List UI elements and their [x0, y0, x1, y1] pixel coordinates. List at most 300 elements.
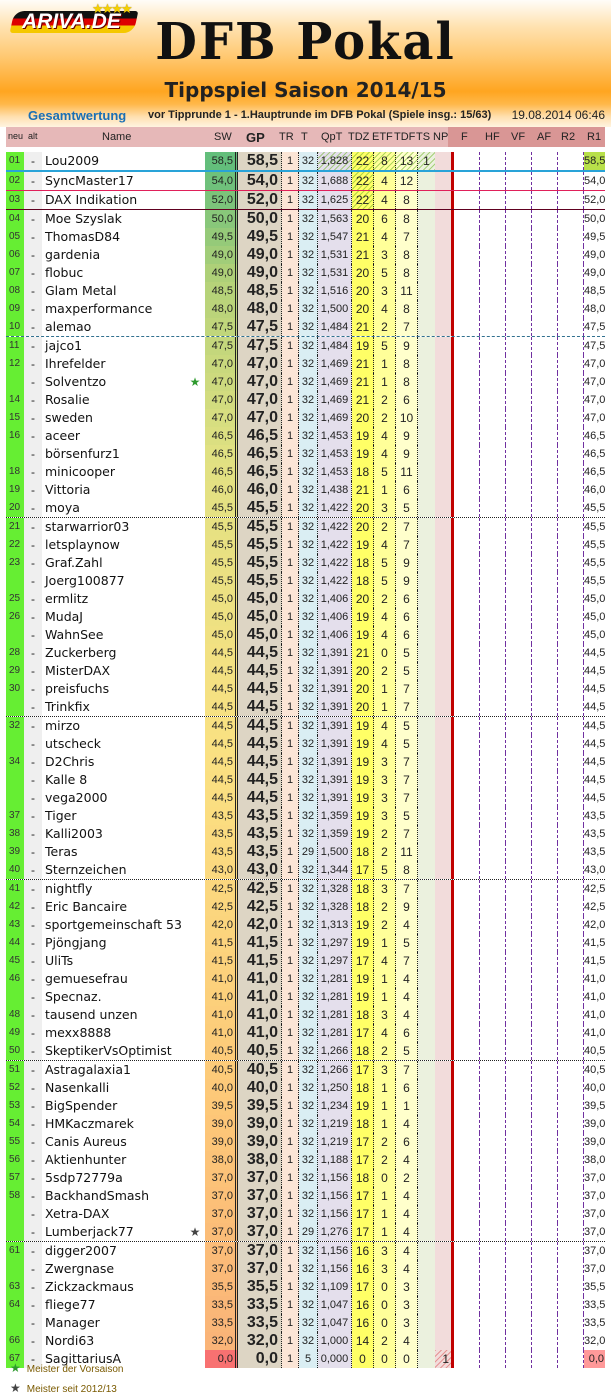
- cell-alt: -: [24, 355, 42, 373]
- cell-gp: 37,0: [238, 1205, 282, 1223]
- cell-neu: 43: [6, 916, 24, 934]
- cell-sw: 45,5: [205, 536, 238, 554]
- cell-alt: -: [24, 1079, 42, 1097]
- cell-etf: 4: [374, 191, 396, 209]
- cell-tdf: 5: [396, 735, 418, 753]
- cell-af: [532, 409, 558, 427]
- cell-gp: 46,0: [238, 481, 282, 499]
- cell-neu: 50: [6, 1042, 24, 1060]
- col-f: F: [461, 131, 468, 143]
- cell-hf: [480, 391, 506, 409]
- cell-name: Astragalaxia1: [45, 1062, 131, 1077]
- table-row: [6, 970, 605, 988]
- cell-sw: 46,0: [205, 481, 238, 499]
- cell-alt: -: [24, 152, 42, 170]
- table-row: [6, 735, 605, 753]
- cell-etf: 5: [374, 572, 396, 590]
- star-slot: [188, 152, 202, 170]
- cell-neu: 67: [6, 1350, 24, 1368]
- cell-af: [532, 499, 558, 517]
- cell-gp: 50,0: [238, 210, 282, 228]
- cell-tdz: 20: [352, 662, 374, 680]
- cell-tdz: 21: [352, 246, 374, 264]
- cell-tdz: 17: [352, 952, 374, 970]
- cell-tdf: 7: [396, 771, 418, 789]
- cell-np: [435, 1296, 454, 1314]
- cell-gp: 33,5: [238, 1314, 282, 1332]
- cell-r2: [558, 735, 584, 753]
- cell-name: letsplaynow: [45, 537, 120, 552]
- cell-hf: [480, 771, 506, 789]
- cell-neu: 30: [6, 680, 24, 698]
- cell-t: 32: [299, 210, 318, 228]
- page-title: DFB Pokal: [155, 12, 456, 72]
- cell-f: [454, 880, 480, 898]
- cell-np: [435, 391, 454, 409]
- cell-hf: [480, 1133, 506, 1151]
- cell-gp: 42,5: [238, 898, 282, 916]
- star-slot: [188, 698, 202, 716]
- cell-alt: -: [24, 735, 42, 753]
- cell-alt: -: [24, 861, 42, 879]
- cell-sw: 38,0: [205, 1151, 238, 1169]
- cell-r2: [558, 771, 584, 789]
- cell-r2: [558, 1151, 584, 1169]
- cell-alt: -: [24, 172, 42, 190]
- cell-etf: 1: [374, 373, 396, 391]
- table-row: [6, 590, 605, 608]
- cell-name: Pjöngjang: [45, 935, 107, 950]
- cell-neu: 53: [6, 1097, 24, 1115]
- cell-gp: 48,5: [238, 282, 282, 300]
- cell-neu: 21: [6, 518, 24, 536]
- cell-tr: 1: [282, 264, 299, 282]
- cell-f: [454, 1097, 480, 1115]
- cell-etf: 1: [374, 1223, 396, 1241]
- cell-alt: -: [24, 1097, 42, 1115]
- cell-f: [454, 843, 480, 861]
- cell-r1: 45,0: [584, 611, 606, 623]
- cell-vf: [506, 152, 532, 170]
- cell-tr: 1: [282, 409, 299, 427]
- cell-sw: 42,0: [205, 916, 238, 934]
- cell-etf: 3: [374, 1006, 396, 1024]
- cell-sw: 44,5: [205, 662, 238, 680]
- cell-t: 32: [299, 898, 318, 916]
- cell-f: [454, 825, 480, 843]
- cell-np: [435, 807, 454, 825]
- cell-tr: 1: [282, 698, 299, 716]
- cell-f: [454, 590, 480, 608]
- cell-neu: 54: [6, 1115, 24, 1133]
- cell-t: 32: [299, 246, 318, 264]
- cell-r2: [558, 427, 584, 445]
- cell-tr: 1: [282, 988, 299, 1006]
- cell-tdz: 16: [352, 1314, 374, 1332]
- star-slot: [188, 1133, 202, 1151]
- cell-af: [532, 1314, 558, 1332]
- cell-alt: -: [24, 481, 42, 499]
- cell-r1: 44,5: [584, 738, 606, 750]
- cell-r1: 43,5: [584, 828, 606, 840]
- cell-alt: -: [24, 445, 42, 463]
- cell-sw: 48,5: [205, 282, 238, 300]
- cell-name: aceer: [45, 428, 81, 443]
- cell-vf: [506, 916, 532, 934]
- cell-t: 32: [299, 172, 318, 190]
- cell-r1: 33,5: [584, 1317, 606, 1329]
- cell-gp: 44,5: [238, 680, 282, 698]
- cell-hf: [480, 825, 506, 843]
- cell-vf: [506, 1042, 532, 1060]
- cell-af: [532, 536, 558, 554]
- cell-ts: [418, 608, 435, 626]
- cell-gp: 32,0: [238, 1332, 282, 1350]
- cell-gp: 46,5: [238, 427, 282, 445]
- cell-neu: 63: [6, 1278, 24, 1296]
- cell-r2: [558, 988, 584, 1006]
- cell-r1: 46,5: [584, 448, 606, 460]
- cell-t: 32: [299, 373, 318, 391]
- cell-r2: [558, 228, 584, 246]
- cell-neu: 46: [6, 970, 24, 988]
- cell-neu: [6, 572, 24, 590]
- table-row: [6, 807, 605, 825]
- cell-etf: 4: [374, 1024, 396, 1042]
- cell-name: sportgemeinschaft 53: [45, 917, 182, 932]
- cell-t: 32: [299, 807, 318, 825]
- cell-np: [435, 152, 454, 170]
- cell-np: [435, 753, 454, 771]
- cell-qpt: 1,500: [318, 843, 352, 861]
- cell-f: [454, 1169, 480, 1187]
- star-slot: [188, 427, 202, 445]
- cell-alt: -: [24, 753, 42, 771]
- cell-qpt: 1,156: [318, 1205, 352, 1223]
- cell-af: [532, 898, 558, 916]
- cell-alt: -: [24, 282, 42, 300]
- cell-tdz: 19: [352, 427, 374, 445]
- cell-f: [454, 898, 480, 916]
- cell-np: [435, 1314, 454, 1332]
- cell-alt: -: [24, 300, 42, 318]
- cell-f: [454, 807, 480, 825]
- cell-t: 32: [299, 698, 318, 716]
- cell-np: [435, 1223, 454, 1241]
- cell-hf: [480, 1350, 506, 1368]
- cell-tdz: 16: [352, 1296, 374, 1314]
- cell-tdz: 18: [352, 1169, 374, 1187]
- cell-tdz: 19: [352, 536, 374, 554]
- cell-gp: 43,0: [238, 861, 282, 879]
- cell-name: alemao: [45, 319, 92, 334]
- cell-qpt: 1,391: [318, 717, 352, 735]
- cell-qpt: 1,344: [318, 861, 352, 879]
- cell-tdz: 21: [352, 644, 374, 662]
- cell-tdf: 9: [396, 445, 418, 463]
- cell-tdf: 11: [396, 282, 418, 300]
- cell-name: digger2007: [45, 1243, 117, 1258]
- cell-etf: 1: [374, 1115, 396, 1133]
- cell-tdf: 4: [396, 1115, 418, 1133]
- cell-r1: 46,5: [584, 466, 606, 478]
- cell-name: mexx8888: [45, 1025, 112, 1040]
- cell-alt: -: [24, 409, 42, 427]
- cell-tdf: 8: [396, 355, 418, 373]
- cell-name: flobuc: [45, 265, 84, 280]
- cell-alt: -: [24, 1187, 42, 1205]
- cell-vf: [506, 1097, 532, 1115]
- cell-sw: 52,0: [205, 191, 238, 209]
- cell-neu: 06: [6, 246, 24, 264]
- star-slot: [188, 481, 202, 499]
- cell-r2: [558, 843, 584, 861]
- cell-tdf: 6: [396, 626, 418, 644]
- table-row: [6, 264, 605, 282]
- star-slot: [188, 1115, 202, 1133]
- cell-f: [454, 210, 480, 228]
- star-slot: [188, 1260, 202, 1278]
- cell-r2: [558, 210, 584, 228]
- cell-f: [454, 1079, 480, 1097]
- cell-af: [532, 590, 558, 608]
- cell-tdf: 11: [396, 463, 418, 481]
- cell-name: Trinkfix: [45, 699, 90, 714]
- cell-neu: 16: [6, 427, 24, 445]
- cell-etf: 0: [374, 1169, 396, 1187]
- cell-alt: -: [24, 916, 42, 934]
- cell-r2: [558, 1079, 584, 1097]
- cell-f: [454, 246, 480, 264]
- cell-af: [532, 644, 558, 662]
- cell-hf: [480, 735, 506, 753]
- star-slot: [188, 825, 202, 843]
- cell-r2: [558, 861, 584, 879]
- cell-neu: [6, 771, 24, 789]
- cell-ts: [418, 1042, 435, 1060]
- cell-ts: [418, 1260, 435, 1278]
- cell-neu: 28: [6, 644, 24, 662]
- cell-ts: [418, 789, 435, 807]
- cell-f: [454, 1296, 480, 1314]
- cell-qpt: 1,219: [318, 1133, 352, 1151]
- cell-alt: -: [24, 1205, 42, 1223]
- cell-sw: 44,5: [205, 753, 238, 771]
- cell-sw: 45,0: [205, 590, 238, 608]
- cell-np: [435, 1115, 454, 1133]
- cell-t: 32: [299, 427, 318, 445]
- cell-tr: 1: [282, 1079, 299, 1097]
- cell-ts: [418, 1223, 435, 1241]
- cell-r2: [558, 898, 584, 916]
- cell-ts: [418, 191, 435, 209]
- cell-hf: [480, 518, 506, 536]
- cell-qpt: 1,250: [318, 1079, 352, 1097]
- cell-tdz: 18: [352, 1115, 374, 1133]
- cell-af: [532, 970, 558, 988]
- cell-neu: 55: [6, 1133, 24, 1151]
- cell-neu: 03: [6, 191, 24, 209]
- table-row: [6, 355, 605, 373]
- cell-neu: 32: [6, 717, 24, 735]
- cell-name: gemuesefrau: [45, 971, 128, 986]
- cell-r2: [558, 1350, 584, 1368]
- cell-tdf: 7: [396, 680, 418, 698]
- cell-gp: 40,0: [238, 1079, 282, 1097]
- cell-r2: [558, 572, 584, 590]
- cell-vf: [506, 246, 532, 264]
- cell-f: [454, 282, 480, 300]
- cell-etf: 0: [374, 1350, 396, 1368]
- cell-qpt: 1,047: [318, 1296, 352, 1314]
- cell-r2: [558, 644, 584, 662]
- cell-r2: [558, 680, 584, 698]
- cell-r2: [558, 608, 584, 626]
- cell-ts: [418, 753, 435, 771]
- star-slot: [188, 318, 202, 336]
- cell-ts: [418, 1350, 435, 1368]
- cell-hf: [480, 1151, 506, 1169]
- cell-r2: [558, 952, 584, 970]
- cell-etf: 1: [374, 355, 396, 373]
- cell-np: [435, 680, 454, 698]
- legend-label: Meister der Vorsaison: [26, 1364, 124, 1375]
- cell-tdf: 9: [396, 572, 418, 590]
- cell-gp: 44,5: [238, 662, 282, 680]
- cell-tdf: 5: [396, 1042, 418, 1060]
- cell-tdf: 5: [396, 499, 418, 517]
- cell-etf: 4: [374, 626, 396, 644]
- cell-f: [454, 1314, 480, 1332]
- cell-ts: [418, 644, 435, 662]
- cell-r2: [558, 518, 584, 536]
- cell-etf: 5: [374, 861, 396, 879]
- cell-hf: [480, 1187, 506, 1205]
- cell-neu: 25: [6, 590, 24, 608]
- cell-np: [435, 1133, 454, 1151]
- cell-etf: 0: [374, 1278, 396, 1296]
- cell-qpt: 1,328: [318, 898, 352, 916]
- cell-hf: [480, 590, 506, 608]
- star-slot: [188, 1151, 202, 1169]
- cell-tr: 1: [282, 825, 299, 843]
- cell-hf: [480, 427, 506, 445]
- cell-name: SyncMaster17: [45, 173, 134, 188]
- cell-name: Kalli2003: [45, 826, 103, 841]
- cell-t: 32: [299, 300, 318, 318]
- table-row: [6, 1187, 605, 1205]
- cell-name: tausend unzen: [45, 1007, 138, 1022]
- cell-sw: 47,5: [205, 318, 238, 336]
- table-row: [6, 662, 605, 680]
- legend-label: Meister seit 2012/13: [26, 1384, 117, 1395]
- cell-vf: [506, 735, 532, 753]
- table-row: [6, 246, 605, 264]
- star-slot: [188, 572, 202, 590]
- col-sw: SW: [214, 131, 232, 143]
- cell-t: 32: [299, 1061, 318, 1079]
- cell-qpt: 1,281: [318, 988, 352, 1006]
- cell-ts: [418, 518, 435, 536]
- cell-tdz: 17: [352, 861, 374, 879]
- cell-tdz: 18: [352, 1006, 374, 1024]
- cell-name: MudaJ: [45, 609, 83, 624]
- cell-np: [435, 355, 454, 373]
- cell-vf: [506, 1151, 532, 1169]
- cell-qpt: 1,234: [318, 1097, 352, 1115]
- cell-tdf: 6: [396, 391, 418, 409]
- cell-r2: [558, 152, 584, 170]
- cell-hf: [480, 753, 506, 771]
- cell-alt: -: [24, 626, 42, 644]
- cell-af: [532, 952, 558, 970]
- cell-tr: 1: [282, 210, 299, 228]
- cell-r1: 44,5: [584, 720, 606, 732]
- cell-sw: 44,5: [205, 771, 238, 789]
- cell-name: Tiger: [45, 808, 77, 823]
- cell-sw: 35,5: [205, 1278, 238, 1296]
- cell-vf: [506, 825, 532, 843]
- star-slot: [188, 608, 202, 626]
- cell-tdf: 10: [396, 409, 418, 427]
- cell-af: [532, 880, 558, 898]
- cell-tdz: 17: [352, 1061, 374, 1079]
- cell-r1: 43,5: [584, 846, 606, 858]
- cell-qpt: 1,531: [318, 264, 352, 282]
- cell-f: [454, 1061, 480, 1079]
- cell-tdz: 17: [352, 1133, 374, 1151]
- cell-neu: [6, 445, 24, 463]
- cell-r2: [558, 1115, 584, 1133]
- cell-etf: 3: [374, 1242, 396, 1260]
- cell-qpt: 1,219: [318, 1115, 352, 1133]
- cell-tdz: 20: [352, 590, 374, 608]
- star-slot: [188, 626, 202, 644]
- cell-af: [532, 698, 558, 716]
- cell-hf: [480, 409, 506, 427]
- cell-ts: [418, 1024, 435, 1042]
- star-slot: [188, 590, 202, 608]
- table-row: [6, 318, 605, 336]
- cell-alt: -: [24, 228, 42, 246]
- table-row: [6, 463, 605, 481]
- cell-tdf: 4: [396, 1332, 418, 1350]
- cell-t: 32: [299, 445, 318, 463]
- cell-t: 32: [299, 1151, 318, 1169]
- cell-t: 32: [299, 152, 318, 170]
- cell-alt: -: [24, 1061, 42, 1079]
- cell-qpt: 1,547: [318, 228, 352, 246]
- cell-sw: 43,5: [205, 825, 238, 843]
- cell-tdf: 7: [396, 1061, 418, 1079]
- col-af: AF: [537, 131, 552, 143]
- cell-np: [435, 898, 454, 916]
- star-slot: [188, 536, 202, 554]
- cell-hf: [480, 554, 506, 572]
- star-slot: [188, 1314, 202, 1332]
- cell-neu: [6, 735, 24, 753]
- green-star-icon: ★: [189, 375, 201, 389]
- cell-neu: 44: [6, 934, 24, 952]
- cell-sw: 45,5: [205, 518, 238, 536]
- cell-r2: [558, 1205, 584, 1223]
- cell-tr: 1: [282, 952, 299, 970]
- star-slot: [188, 246, 202, 264]
- cell-tdz: 19: [352, 807, 374, 825]
- cell-name: Zickzackmaus: [45, 1279, 134, 1294]
- cell-af: [532, 1006, 558, 1024]
- cell-ts: [418, 337, 435, 355]
